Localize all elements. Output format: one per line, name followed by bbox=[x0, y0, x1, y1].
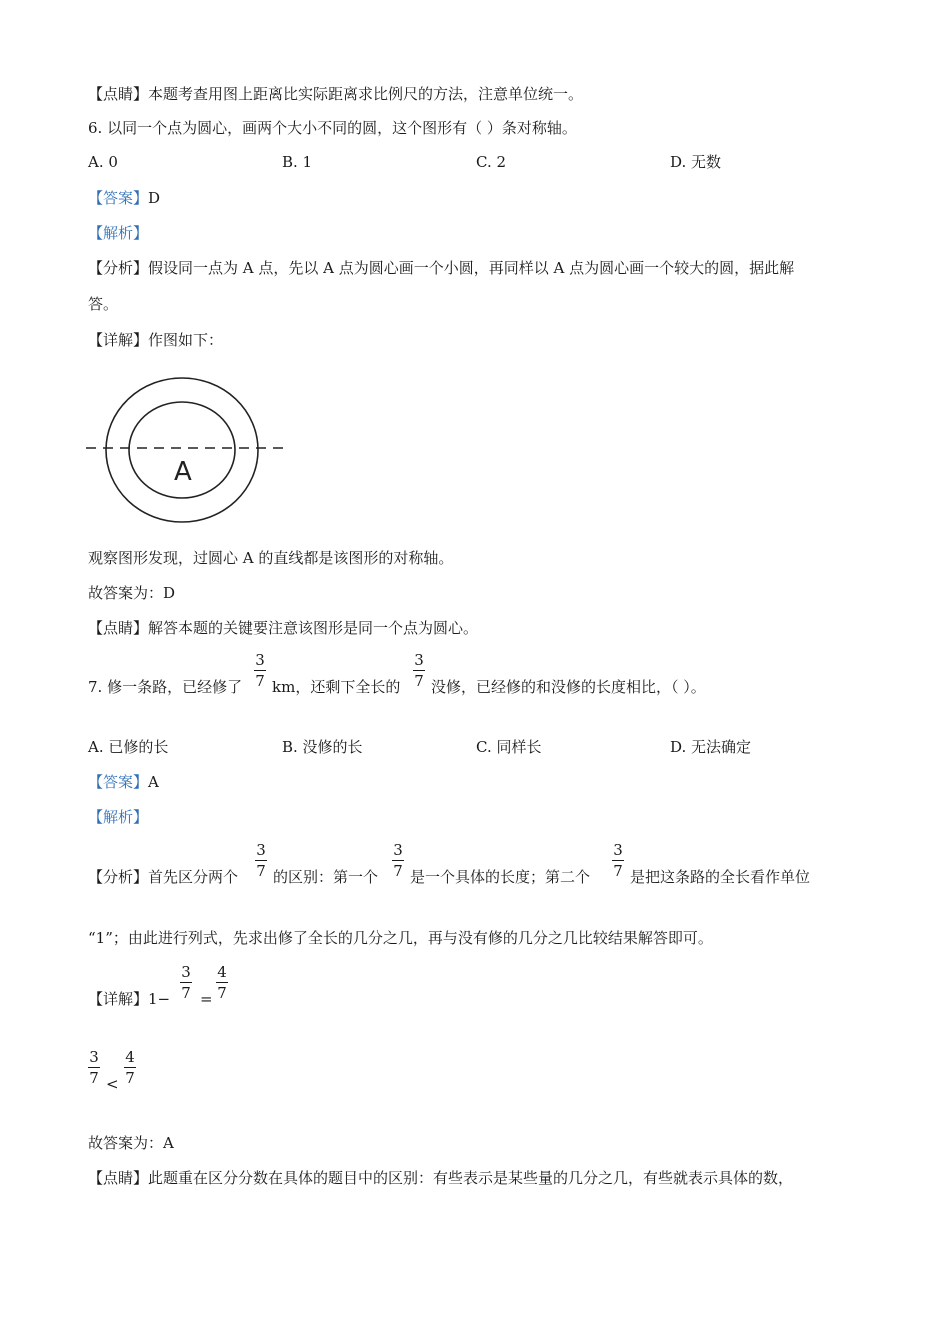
fraction-denominator: 7 bbox=[613, 862, 623, 880]
fraction-bar bbox=[124, 1067, 136, 1068]
q7-fraction-2 bbox=[413, 651, 425, 690]
q7-text-a: 7. 修一条路，已经修了 bbox=[88, 678, 243, 696]
q7-jiexi-tag: 【解析】 bbox=[88, 808, 149, 826]
q6-jiexi-tag: 【解析】 bbox=[88, 224, 149, 242]
q7-option-d: D. 无法确定 bbox=[670, 738, 752, 756]
cmp-less-than: < bbox=[106, 1075, 119, 1093]
fraction-bar bbox=[216, 982, 228, 983]
q7-answer bbox=[88, 772, 159, 792]
fraction-numerator: 3 bbox=[393, 841, 403, 859]
q7-fenxi-fraction-2 bbox=[392, 841, 404, 880]
xiangjie-tag: 【详解】 bbox=[88, 990, 149, 1008]
center-label-a: A bbox=[174, 457, 192, 487]
q6-fenxi-line1 bbox=[88, 258, 794, 278]
question-6: 6. 以同一个点为圆心，画两个大小不同的圆，这个图形有（ ）条对称轴。 bbox=[88, 119, 577, 137]
calc-prefix: 1− bbox=[148, 990, 171, 1008]
fraction-denominator: 7 bbox=[217, 984, 227, 1002]
calc-fraction-3-7 bbox=[180, 963, 192, 1002]
q7-option-a: A. 已修的长 bbox=[88, 738, 169, 756]
dianjing-text: 解答本题的关键要注意该图形是同一个点为圆心。 bbox=[148, 619, 479, 637]
fraction-denominator: 7 bbox=[181, 984, 191, 1002]
fraction-numerator: 3 bbox=[89, 1048, 99, 1066]
answer-value: D bbox=[148, 189, 161, 207]
cmp-fraction-4-7 bbox=[124, 1048, 136, 1087]
dianjing-text: 此题重在区分分数在具体的题目中的区别：有些表示是某些量的几分之几，有些就表示具体的数， bbox=[148, 1169, 794, 1187]
fenxi-text: 首先区分两个 bbox=[148, 868, 239, 886]
dianjing-tag: 【点睛】 bbox=[88, 1169, 149, 1187]
fraction-bar bbox=[413, 670, 425, 671]
fraction-bar bbox=[392, 860, 404, 861]
q6-observation: 观察图形发现，过圆心 A 的直线都是该图形的对称轴。 bbox=[88, 549, 454, 567]
answer-value: A bbox=[148, 773, 159, 791]
cmp-fraction-3-7 bbox=[88, 1048, 100, 1087]
q7-fenxi-line2: “1”；由此进行列式，先求出修了全长的几分之几，再与没有修的几分之几比较结果解答即可。 bbox=[88, 929, 713, 947]
answer-tag: 【答案】 bbox=[88, 773, 149, 791]
q6-xiangjie bbox=[88, 330, 223, 350]
q7-fenxi-a bbox=[88, 867, 238, 887]
q6-answer bbox=[88, 188, 160, 208]
q7-fenxi-fraction-1 bbox=[255, 841, 267, 880]
fenxi-tag: 【分析】 bbox=[88, 259, 149, 277]
dianjing-text: 本题考查用图上距离比实际距离求比例尺的方法，注意单位统一。 bbox=[148, 85, 584, 103]
dianjing-line-prev bbox=[88, 84, 583, 104]
q7-xiangjie bbox=[88, 989, 170, 1009]
fraction-numerator: 3 bbox=[181, 963, 191, 981]
q6-dianjing bbox=[88, 618, 478, 638]
fraction-numerator: 3 bbox=[255, 651, 265, 669]
fraction-denominator: 7 bbox=[89, 1069, 99, 1087]
xiangjie-tag: 【详解】 bbox=[88, 331, 149, 349]
fraction-numerator: 4 bbox=[217, 963, 227, 981]
q6-option-d: D. 无数 bbox=[670, 153, 722, 171]
q7-final-answer: 故答案为：A bbox=[88, 1134, 174, 1152]
fraction-bar bbox=[255, 860, 267, 861]
fenxi-text: 假设同一点为 A 点，先以 A 点为圆心画一个小圆，再同样以 A 点为圆心画一个较大的圆，据此解 bbox=[148, 259, 795, 277]
fraction-bar bbox=[88, 1067, 100, 1068]
q6-option-c: C. 2 bbox=[476, 153, 507, 171]
answer-tag: 【答案】 bbox=[88, 189, 149, 207]
q7-fenxi-c: 是一个具体的长度；第二个 bbox=[410, 868, 591, 886]
q7-text-c: 没修，已经修的和没修的长度相比，（ ）。 bbox=[431, 678, 706, 696]
calc-fraction-4-7 bbox=[216, 963, 228, 1002]
fraction-bar bbox=[254, 670, 266, 671]
fraction-denominator: 7 bbox=[125, 1069, 135, 1087]
q7-fenxi-b: 的区别：第一个 bbox=[273, 868, 379, 886]
fraction-denominator: 7 bbox=[256, 862, 266, 880]
xiangjie-text: 作图如下： bbox=[148, 331, 224, 349]
q6-option-b: B. 1 bbox=[282, 153, 313, 171]
q7-dianjing bbox=[88, 1168, 793, 1188]
fraction-numerator: 4 bbox=[125, 1048, 135, 1066]
q7-fenxi-fraction-3 bbox=[612, 841, 624, 880]
dianjing-tag: 【点睛】 bbox=[88, 85, 149, 103]
q7-option-c: C. 同样长 bbox=[476, 738, 542, 756]
q7-fraction-1 bbox=[254, 651, 266, 690]
concentric-circles-figure bbox=[84, 372, 296, 528]
q7-option-b: B. 没修的长 bbox=[282, 738, 363, 756]
q6-final-answer: 故答案为：D bbox=[88, 584, 176, 602]
fenxi-tag: 【分析】 bbox=[88, 868, 149, 886]
calc-equals: = bbox=[200, 990, 213, 1008]
fraction-bar bbox=[180, 982, 192, 983]
q6-option-a: A. 0 bbox=[88, 153, 118, 171]
q7-fenxi-d: 是把这条路的全长看作单位 bbox=[630, 868, 811, 886]
fraction-denominator: 7 bbox=[255, 672, 265, 690]
fraction-denominator: 7 bbox=[393, 862, 403, 880]
dianjing-tag: 【点睛】 bbox=[88, 619, 149, 637]
fraction-bar bbox=[612, 860, 624, 861]
fraction-denominator: 7 bbox=[414, 672, 424, 690]
fraction-numerator: 3 bbox=[414, 651, 424, 669]
q6-fenxi-line2: 答。 bbox=[88, 295, 119, 313]
fraction-numerator: 3 bbox=[256, 841, 266, 859]
q7-text-b: km，还剩下全长的 bbox=[272, 678, 401, 696]
fraction-numerator: 3 bbox=[613, 841, 623, 859]
